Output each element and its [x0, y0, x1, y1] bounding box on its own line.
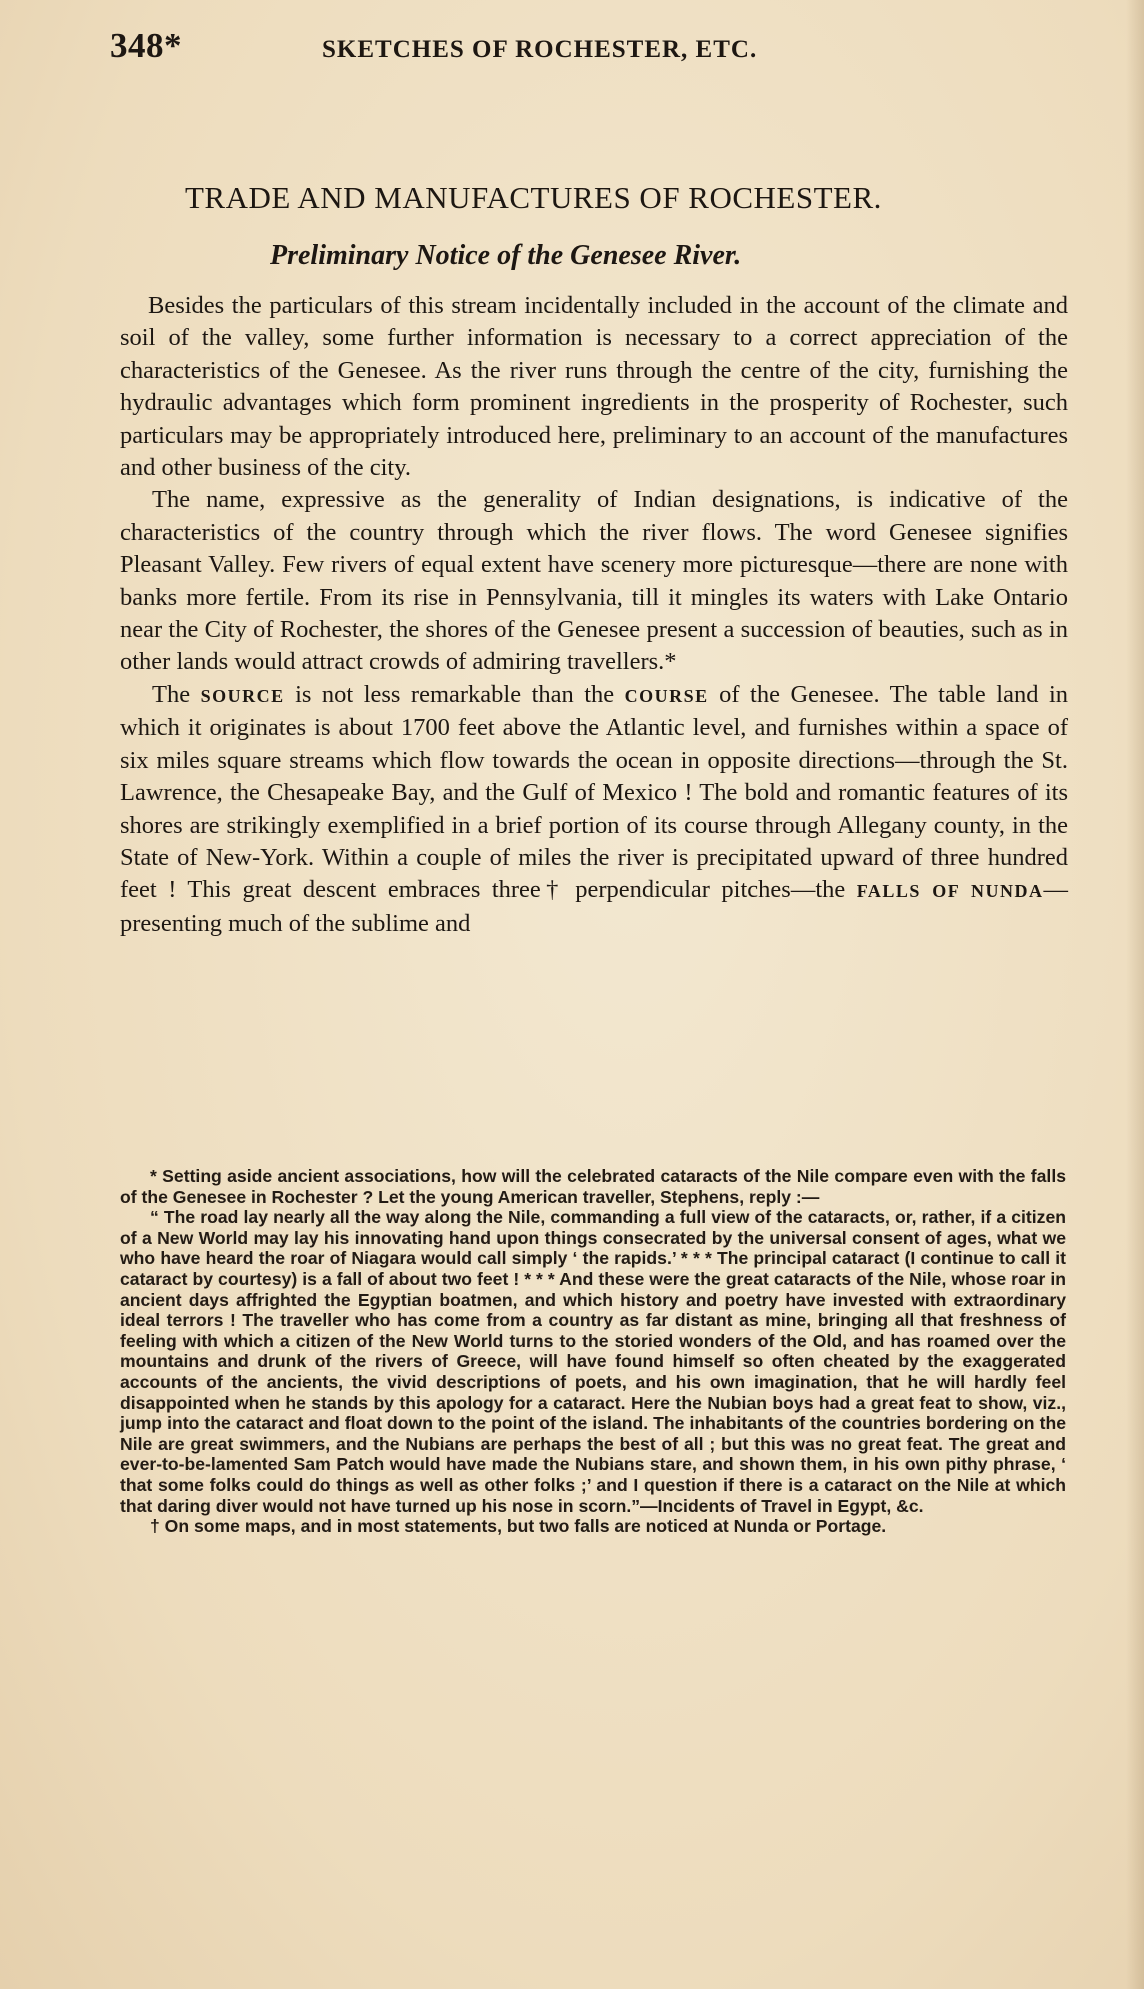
section-title: Preliminary Notice of the Genesee River. — [270, 240, 742, 271]
footnote-star-intro: * Setting aside ancient associations, how will the celebrated cataracts of the Nile compare even with the falls of the Genesee in Rochester ? Let the young American traveller, Stephens, reply :— — [120, 1166, 1066, 1207]
small-caps-course: COURSE — [624, 685, 709, 706]
paragraph-3-text-a: The — [152, 680, 201, 708]
chapter-title: TRADE AND MANUFACTURES OF ROCHESTER. — [185, 180, 882, 215]
paragraph-3-text-c: of the Genesee. The table land in which it originates is about 1700 feet above the Atlantic level, and furnishes within a space of six miles square streams which flow towards the ocean in opposite directions—through the St. Lawrence, the Chesapeake Bay, and the Gulf of Mexico ! The bold and romantic features of its shores are strikingly exemplified in a brief portion of its course through Allegany county, in the State of New-York. Within a couple of miles the river is precipitated upward of three hundred feet ! This great descent embraces three† perpendicular pitches—the — [120, 680, 1069, 904]
paragraph-1: Besides the particulars of this stream incidentally included in the account of the climate and soil of the valley, some further information is necessary to a correct appreciation of the characteristics of the Genesee. As the river runs through the centre of the city, furnishing the hydraulic advantages which form prominent ingredients in the prosperity of Rochester, such particulars may be appropriately introduced here, preliminary to an account of the manufactures and other business of the city. — [120, 292, 1068, 482]
footnote-dagger: † On some maps, and in most statements, but two falls are noticed at Nunda or Portage. — [150, 1516, 887, 1537]
paragraph-3-text-d: —presenting much of the sublime and — [120, 876, 1068, 937]
footnotes — [120, 1166, 1066, 1537]
page-edge-shadow — [1126, 0, 1144, 1989]
paragraph-3-text-b: is not less remarkable than the — [284, 680, 625, 708]
paragraph-3 — [120, 679, 1068, 940]
running-title: SKETCHES OF ROCHESTER, ETC. — [322, 36, 758, 63]
page-number: 348* — [110, 26, 182, 65]
body-text — [120, 290, 1068, 940]
paragraph-2: The name, expressive as the generality of Indian designations, is indicative of the characteristics of the country through which the river flows. The word Genesee signifies Pleasant Valley. Few rivers of equal extent have scenery more picturesque—there are none with banks more fertile. From its rise in Pennsylvania, till it mingles its waters with Lake Ontario near the City of Rochester, the shores of the Genesee present a succession of beauties, such as in other lands would attract crowds of admiring travellers.* — [120, 486, 1068, 676]
small-caps-source: SOURCE — [200, 685, 285, 706]
running-head — [110, 26, 1070, 66]
footnote-star-quote: “ The road lay nearly all the way along the Nile, commanding a full view of the cataracts, or, rather, if a citizen of a New World may lay his innovating hand upon things consecrated by the universal consent of ages, what we who have heard the roar of Niagara would call simply ‘ the rapids.’ * * * The principal cataract (I continue to call it cataract by courtesy) is a fall of about two feet ! * * * And these were the great cataracts of the Nile, whose roar in ancient days affrighted the Egyptian boatmen, and which history and poetry have invested with extraordinary ideal terrors ! The traveller who has come from a country as far distant as mine, bringing all that freshness of feeling with which a citizen of the New World turns to the storied wonders of the Old, and has roamed over the mountains and drunk of the rivers of Greece, will have found himself so often cheated by the exaggerated accounts of the ancients, the vivid descriptions of poets, and his own imagination, that he will hardly feel disappointed when he stands by this apology for a cataract. Here the Nubian boys had a great feat to show, viz., jump into the cataract and float down to the point of the island. The inhabitants of the countries bordering on the Nile are great swimmers, and the Nubians are perhaps the best of all ; but this was no great feat. The great and ever-to-be-lamented Sam Patch would have made the Nubians stare, and shown them, in his own pithy phrase, ‘ that some folks could do things as well as other folks ;’ and I question if there is a cataract on the Nile at which that daring diver would not have turned up his nose in scorn.”—Incidents of Travel in Egypt, &c. — [120, 1207, 1066, 1516]
small-caps-falls-of-nunda: FALLS OF NUNDA — [856, 881, 1044, 902]
